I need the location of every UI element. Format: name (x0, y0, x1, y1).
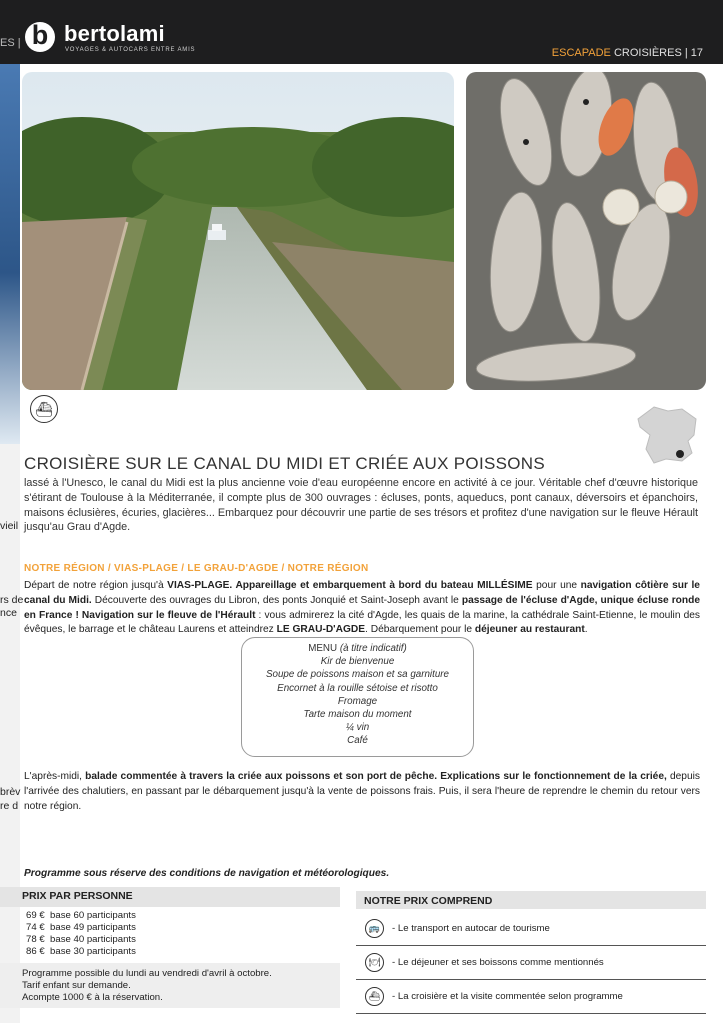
price-row: 86 € base 30 participants (26, 946, 136, 957)
bus-icon: 🚌 (365, 919, 384, 938)
previous-page-fragment-a: vieil (0, 520, 19, 532)
section-page: CROISIÈRES | 17 (613, 47, 703, 59)
canal-photo (22, 72, 454, 390)
afternoon-paragraph: L'après-midi, balade commentée à travers la criée aux poissons et son port de pêche. Explications sur le fonctionnement de la criée, depuis l'arrivée des chalutiers, en passant par le débarquement jusqu'à la vente de poissons frais. Puis, il sera l'heure de reprendre le chemin du retour vers notre région. (24, 771, 700, 812)
price-row: 69 € base 60 participants (26, 910, 136, 921)
menu-heading: MENU (à titre indicatif) (308, 643, 407, 654)
price-row: 74 € base 49 participants (26, 922, 136, 933)
program-note: Programme sous réserve des conditions de navigation et météorologiques. (24, 868, 390, 879)
previous-page-bleed (0, 64, 20, 444)
includes-text: - Le déjeuner et ses boissons comme mentionnés (392, 957, 604, 968)
menu-item: Kir de bienvenue (320, 656, 395, 668)
previous-page-fragment: ES | (0, 37, 21, 49)
previous-page-fragment-c: nce (0, 607, 17, 619)
previous-page-fragment-d: brèv (0, 786, 21, 798)
france-map-icon (636, 405, 702, 470)
menu-item: ¼ vin (345, 722, 370, 734)
menu-item: Fromage (337, 695, 378, 707)
menu-item: Tarte maison du moment (303, 709, 412, 721)
price-title: PRIX PAR PERSONNE (22, 890, 133, 902)
plate-icon: 🍽 (365, 953, 384, 972)
route-heading: NOTRE RÉGION / VIAS-PLAGE / LE GRAU-D'AGDE / NOTRE RÉGION (24, 563, 369, 574)
menu-item: Encornet à la rouille sétoise et risotto (277, 682, 438, 694)
previous-page-fragment-e: re d (0, 800, 19, 812)
info-line: Tarif enfant sur demande. (22, 980, 131, 991)
includes-text: - La croisière et la visite commentée selon programme (392, 991, 623, 1002)
price-row: 78 € base 40 participants (26, 934, 136, 945)
boat-icon: ⛴ (365, 987, 384, 1006)
includes-text: - Le transport en autocar de tourisme (392, 923, 550, 934)
info-line: Programme possible du lundi au vendredi d'avril à octobre. (22, 968, 272, 979)
tour-intro: lassé à l'Unesco, le canal du Midi est la plus ancienne voie d'eau européenne encore en activité à ce jour. Véritable chef d'œuvre historique s'étirant de Toulouse à la Méditerranée, il compte plus de 300 ouvrages : écluses, ponts, aqueducs, pont canaux, déversoirs et épanchoirs, maisons éclusières, écuries, glacières... Embarquez pour découvrir une partie de ses trésors et profitez d'une navigation sur le fleuve Hérault jusqu'au Grau d'Agde. (24, 477, 698, 534)
includes-row (356, 946, 706, 980)
menu-item: Soupe de poissons maison et sa garniture (266, 669, 449, 681)
includes-title: NOTRE PRIX COMPREND (364, 895, 493, 907)
section-category: ESCAPADE (551, 47, 611, 59)
cruise-icon: ⛴ (30, 395, 58, 423)
includes-row (356, 980, 706, 1014)
brand-tagline: VOYAGES & AUTOCARS ENTRE AMIS (65, 47, 196, 53)
menu-box (241, 637, 474, 757)
brand-name: bertolami (64, 21, 165, 46)
includes-row (356, 912, 706, 946)
itinerary-paragraph: Départ de notre région jusqu'à VIAS-PLAGE. Appareillage et embarquement à bord du bateau MILLÉSIME pour une navigation côtière sur le canal du Midi. Découverte des ouvrages du Libron, des ponts Jonquié et Saint-Joseph avant le passage de l'écluse d'Agde, unique écluse ronde en France ! Navigation sur le fleuve de l'Hérault : vous admirerez la cité d'Agde, les quais de la marine, la cathédrale Saint-Etienne, le moulin des évêques, le barrage et le château Laurens et atteindrez LE GRAU-D'AGDE. Débarquement pour le déjeuner au restaurant. (24, 580, 700, 636)
logo-letter: b (31, 20, 49, 50)
fish-photo (466, 72, 706, 390)
previous-page-fragment-b: rs de (0, 594, 24, 606)
tour-title: CROISIÈRE SUR LE CANAL DU MIDI ET CRIÉE AUX POISSONS (24, 454, 545, 473)
menu-item: Café (347, 735, 368, 747)
section-tag (552, 47, 703, 59)
info-line: Acompte 1000 € à la réservation. (22, 992, 163, 1003)
